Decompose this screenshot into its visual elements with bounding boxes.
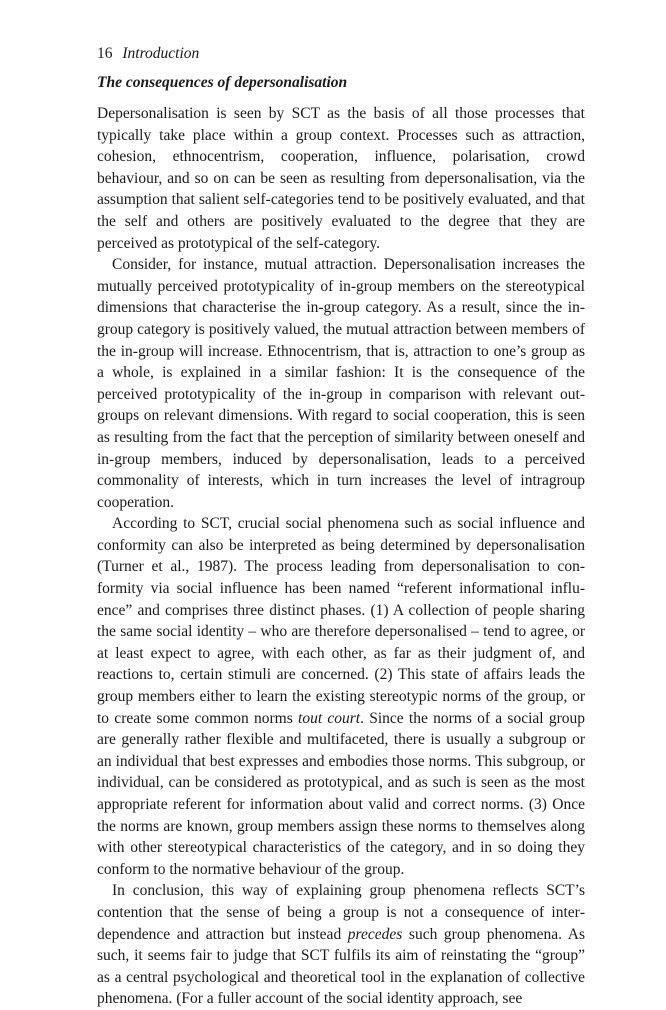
paragraph-text: Depersonalisation is seen by SCT as the basis of all those processes that typically take place within a group context. Processes such as attraction, cohesion, ethnocentrism, cooperation, influence, polarisation, crowd behaviour, and so on can be seen as resulting from depersonalisation, via the assumption that salient self-categories tend to be positively evaluated, and that the self and others are positively evaluated to the degree that they are perceived as prototypical of the self-category.	[97, 105, 585, 252]
paragraph-text: . Since the norms of a social group are generally rather flexible and multifaceted, there is usually a subgroup or an individual that best expresses and embodies those norms. This subgroup, or individual, can be considered as prototypical, and as such is seen as the most appropriate referent for information about valid and correct norms. (3) Once the norms are known, group members assign these norms to themselves along with other stereotypical characteristics of the category, and in so doing they conform to the normative behaviour of the group.	[97, 709, 585, 878]
paragraph-text: such group phenomena. As such, it seems fair to judge that SCT fulfils its aim of reinstating the “group” as a central psychological and theoretical tool in the explanation of collective phenomena. (For a fuller account of the social identity approach, see	[97, 925, 586, 1008]
paragraph-2	[97, 254, 585, 513]
paragraph-text: In conclusion, this way of explaining group phenomena reflects SCT’s contention that the sense of being a group is not a consequence of interdependence and attraction but instead	[97, 882, 585, 943]
body-text	[97, 103, 585, 1010]
running-head-title: Introduction	[122, 45, 200, 62]
italic-word: precedes	[347, 925, 403, 943]
book-page	[97, 44, 585, 1010]
page-number: 16	[97, 45, 113, 62]
section-heading: The consequences of depersonalisation	[97, 74, 348, 91]
paragraph-4	[97, 880, 585, 1010]
paragraph-text: Consider, for instance, mutual attraction. Depersonalisation increases the mutually perceived prototypicality of in-group members on the stereotypical dimensions that characterise the in-group category. As a result, since the in-group category is positively valued, the mutual attraction between members of the in-group will increase. Ethnocentrism, that is, attraction to one’s group as a whole, is explained in a similar fashion: It is the consequence of the perceived prototypicality of the in-group in comparison with relevant out-groups on relevant dimensions. With regard to social cooperation, this is seen as resulting from the fact that the perception of similarity between oneself and in-group members, induced by depersonalisation, leads to a perceived commonality of interests, which in turn increases the level of intragroup cooperation.	[97, 256, 585, 511]
italic-phrase: tout court	[298, 709, 361, 727]
running-head	[97, 44, 585, 64]
paragraph-1	[97, 103, 585, 254]
paragraph-3	[97, 513, 585, 880]
paragraph-text: According to SCT, crucial social phenomena such as social influence and conformity can also be interpreted as being determined by depersonalisation (Turner et al., 1987). The process leading from depersonalisation to conformity via social influence has been named “referent informational influence” and comprises three distinct phases. (1) A collection of people sharing the same social identity – who are therefore depersonalised – tend to agree, or at least expect to agree, with each other, as far as their judgment of, and reactions to, certain stimuli are concerned. (2) This state of affairs leads the group members either to learn the existing stereotypic norms of the group, or to create some common norms	[97, 515, 585, 727]
